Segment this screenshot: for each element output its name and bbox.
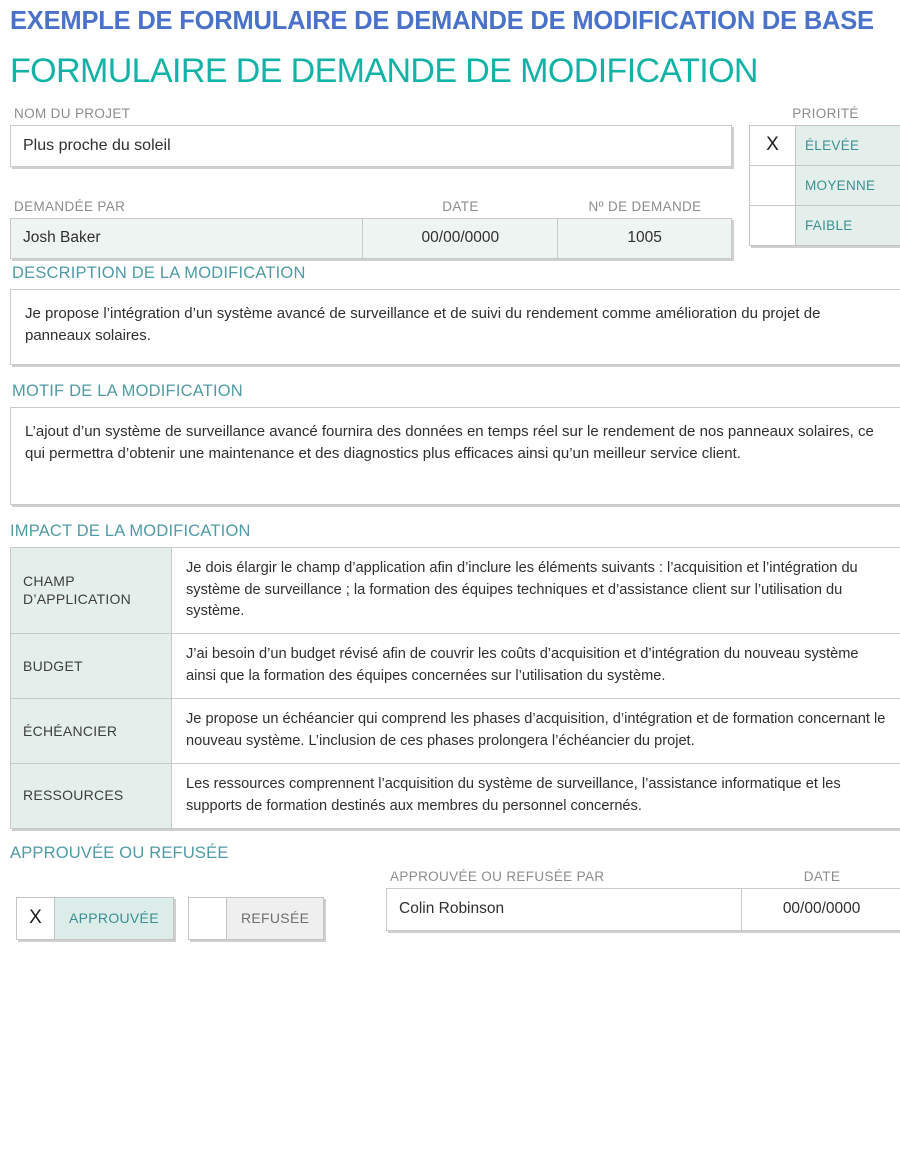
refused-label[interactable]: REFUSÉE [227, 897, 324, 939]
document-title: EXEMPLE DE FORMULAIRE DE DEMANDE DE MODIFICATION DE BASE [10, 6, 892, 38]
refused-checkbox[interactable] [189, 897, 227, 939]
approved-checkbox[interactable]: X [17, 897, 55, 939]
reason-section [10, 382, 900, 505]
requested-by-label: DEMANDÉE PAR [10, 199, 363, 218]
priority-option-high[interactable]: ÉLEVÉE [796, 125, 900, 165]
request-date-value[interactable]: 00/00/0000 [363, 218, 558, 258]
priority-checkbox-medium[interactable] [750, 165, 796, 205]
priority-option-low[interactable]: FAIBLE [796, 205, 900, 245]
signature-label: APPROUVÉE OU REFUSÉE PAR [386, 869, 742, 888]
request-info-headers [10, 199, 732, 218]
request-date-label: DATE [363, 199, 558, 218]
impact-text-schedule[interactable]: Je propose un échéancier qui comprend les phases d’acquisition, d’intégration et de formation concernant le nouveau système. L’inclusion de ces phases prolongera l’échéancier du projet. [172, 699, 900, 764]
table-row [387, 888, 900, 930]
impact-text-resources[interactable]: Les ressources comprennent l’acquisition du système de surveillance, l’assistance informatique et les supports de formation destinés aux membres du personnel concernés. [172, 763, 900, 828]
approval-date-label: DATE [742, 869, 900, 888]
signature-table [386, 888, 900, 931]
impact-label-schedule: ÉCHÉANCIER [11, 699, 172, 764]
approval-date-value[interactable]: 00/00/0000 [742, 888, 900, 930]
impact-heading: IMPACT DE LA MODIFICATION [10, 522, 892, 541]
change-request-form-page [0, 6, 900, 1164]
refused-choice [188, 897, 324, 940]
priority-row-low [750, 205, 900, 245]
impact-text-budget[interactable]: J’ai besoin d’un budget révisé afin de couvrir les coûts d’acquisition et d’intégration du nouveau système ainsi que la formation des équipes concernées sur l’utilisation du système. [172, 634, 900, 699]
description-section [10, 264, 900, 365]
impact-text-scope[interactable]: Je dois élargir le champ d’application afin d’inclure les éléments suivants : l’acquisition et l’intégration du système de surveillance ; la formation des équipes techniques et d’assistance client sur l’utilisation du système. [172, 547, 900, 634]
priority-group [749, 106, 900, 246]
table-row [11, 634, 900, 699]
impact-label-resources: RESSOURCES [11, 763, 172, 828]
requested-by-value[interactable]: Josh Baker [11, 218, 363, 258]
impact-label-budget: BUDGET [11, 634, 172, 699]
priority-row-high [750, 125, 900, 165]
priority-label: PRIORITÉ [749, 106, 900, 125]
impact-table [10, 547, 900, 829]
approved-label[interactable]: APPROUVÉE [55, 897, 174, 939]
project-name-group [10, 106, 732, 167]
reason-text: L’ajout d’un système de surveillance avancé fournira des données en temps réel sur le rendement de nos panneaux solaires, ce qui permettra d’obtenir une maintenance et des diagnostics plus efficaces ainsi qu’un meilleur service client. [25, 421, 886, 467]
priority-table [749, 125, 900, 246]
approval-heading: APPROUVÉE OU REFUSÉE [10, 844, 892, 863]
table-row [11, 547, 900, 634]
table-row [11, 218, 732, 258]
reason-textbox[interactable] [10, 407, 900, 505]
request-number-label: Nº DE DEMANDE [558, 199, 732, 218]
impact-label-scope: CHAMP D’APPLICATION [11, 547, 172, 634]
signature-value[interactable]: Colin Robinson [387, 888, 742, 930]
approved-choice [16, 897, 174, 940]
signature-group [386, 869, 900, 931]
reason-heading: MOTIF DE LA MODIFICATION [12, 382, 900, 401]
impact-section [8, 522, 892, 829]
request-number-value[interactable]: 1005 [558, 218, 732, 258]
description-text: Je propose l’intégration d’un système avancé de surveillance et de suivi du rendement comme amélioration du projet de panneaux solaires. [25, 303, 886, 349]
priority-row-medium [750, 165, 900, 205]
project-name-label: NOM DU PROJET [10, 106, 732, 125]
description-heading: DESCRIPTION DE LA MODIFICATION [12, 264, 900, 283]
approval-row [10, 869, 892, 945]
project-name-input[interactable]: Plus proche du soleil [10, 125, 732, 167]
table-row [11, 699, 900, 764]
project-and-priority-row [8, 106, 892, 252]
table-row [11, 763, 900, 828]
request-info-group [10, 199, 732, 259]
request-info-table [10, 218, 732, 259]
table-row [189, 897, 324, 939]
priority-checkbox-low[interactable] [750, 205, 796, 245]
signature-headers [386, 869, 900, 888]
approval-section [8, 844, 892, 945]
priority-checkbox-high[interactable]: X [750, 125, 796, 165]
table-row [17, 897, 174, 939]
description-textbox[interactable] [10, 289, 900, 365]
document-subtitle: FORMULAIRE DE DEMANDE DE MODIFICATION [10, 54, 892, 88]
priority-option-medium[interactable]: MOYENNE [796, 165, 900, 205]
